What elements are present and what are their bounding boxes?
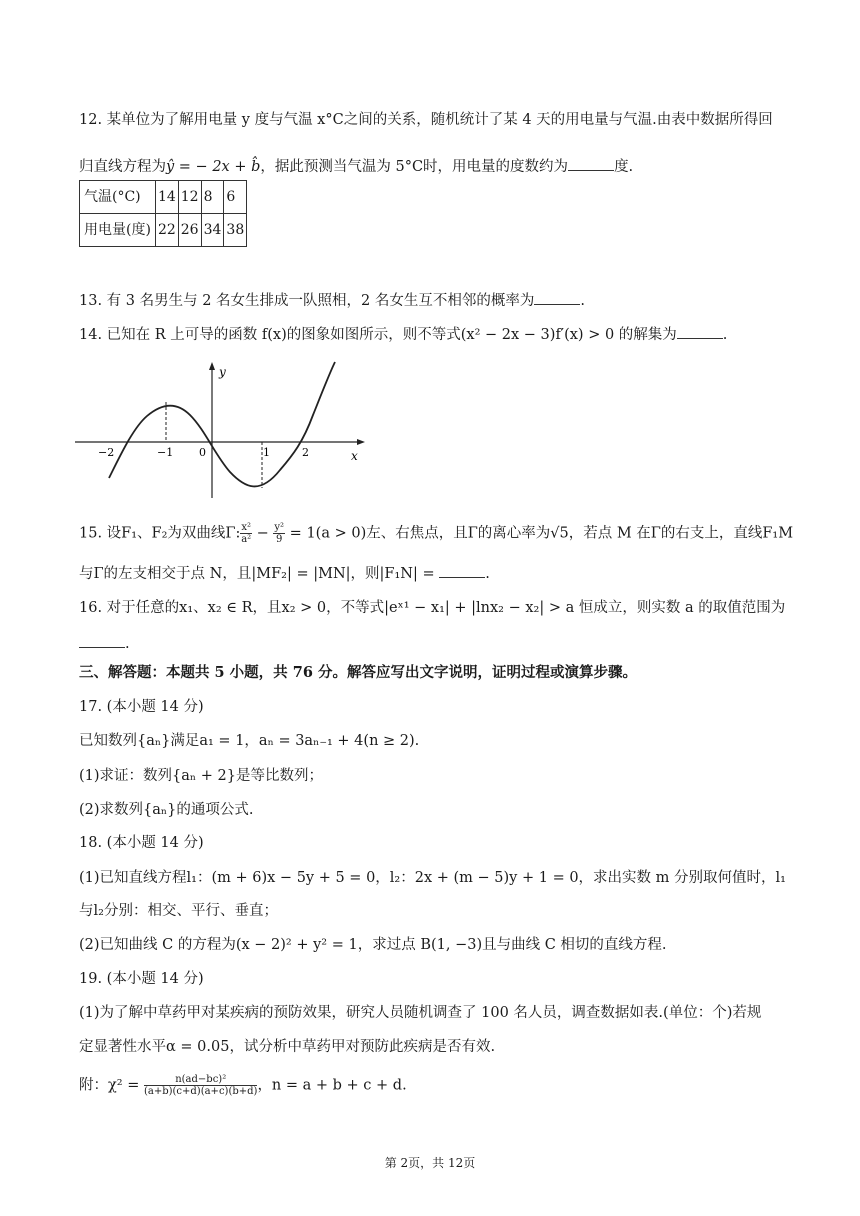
answer-blank bbox=[79, 633, 125, 648]
q15-line2-text: 与Γ的左支相交于点 N，且|MF₂| = |MN|，则|F₁N| = bbox=[79, 566, 440, 582]
table-row bbox=[80, 214, 247, 247]
table-row bbox=[80, 181, 247, 214]
q18-part1-line2: 与l₂分别：相交、平行、垂直； bbox=[79, 903, 278, 919]
q12-line2-post: ，据此预测当气温为 5°C时，用电量的度数约为 bbox=[260, 159, 569, 175]
tick-label: 2 bbox=[302, 446, 309, 459]
q12-line2-pre: 归直线方程为 bbox=[79, 159, 166, 175]
frac-num: x² bbox=[241, 522, 252, 533]
q15-post: = 1(a > 0)左、右焦点，且Γ的离心率为√5，若点 M 在Γ的右支上，直线F₁M bbox=[285, 525, 794, 542]
frac-num: y² bbox=[274, 522, 285, 533]
table-cell: 12 bbox=[178, 181, 201, 214]
table-cell: 38 bbox=[224, 214, 247, 247]
tick-label: 0 bbox=[199, 446, 206, 459]
fraction-x2-a2 bbox=[240, 522, 252, 545]
q19-head: 19. (本小题 14 分) bbox=[79, 971, 204, 987]
q12-line2-end: 度. bbox=[614, 159, 634, 175]
row-label: 气温(°C) bbox=[80, 181, 156, 214]
q15-line2: 与Γ的左支相交于点 N，且|MF₂| = |MN|，则|F₁N| = . bbox=[79, 563, 490, 584]
frac-den: (a+b)(c+d)(a+c)(b+d) bbox=[143, 1086, 258, 1097]
tick-label: 1 bbox=[263, 446, 270, 459]
regression-equation: ŷ = − 2x + b̂ bbox=[166, 159, 261, 175]
curve bbox=[109, 362, 335, 486]
q12-line1: 12. 某单位为了解用电量 y 度与气温 x°C之间的关系，随机统计了某 4 天的用电量与气温.由表中数据所得回 bbox=[79, 112, 773, 128]
fraction-y2-9 bbox=[273, 522, 285, 545]
answer-blank bbox=[439, 563, 485, 578]
answer-blank bbox=[534, 290, 580, 305]
q17-part2: (2)求数列{aₙ}的通项公式. bbox=[79, 802, 254, 818]
page-footer: 第 2页，共 12页 bbox=[384, 1156, 476, 1170]
table-cell: 8 bbox=[201, 181, 224, 214]
minus: − bbox=[252, 525, 274, 542]
q18-head: 18. (本小题 14 分) bbox=[79, 835, 204, 851]
tick-label: −2 bbox=[98, 446, 115, 459]
q17-part1: (1)求证：数列{aₙ + 2}是等比数列； bbox=[79, 768, 323, 784]
q18-part1-line1: (1)已知直线方程l₁：(m + 6)x − 5y + 5 = 0，l₂：2x + (m − 5)y + 1 = 0，求出实数 m 分别取何值时，l₁ bbox=[79, 870, 786, 886]
frac-num: n(ad−bc)² bbox=[144, 1074, 257, 1086]
q16-end: . bbox=[125, 636, 130, 652]
q17-line1: 已知数列{aₙ}满足a₁ = 1，aₙ = 3aₙ₋₁ + 4(n ≥ 2). bbox=[79, 733, 420, 749]
q12-line2 bbox=[79, 156, 633, 177]
appendix-post: ，n = a + b + c + d. bbox=[257, 1077, 407, 1094]
y-axis-arrow bbox=[209, 362, 215, 370]
q19-appendix bbox=[79, 1074, 407, 1097]
q14-line: 14. 已知在 R 上可导的函数 f(x)的图象如图所示，则不等式(x² − 2x − 3)f′(x) > 0 的解集为 . bbox=[79, 324, 727, 345]
q13-line: 13. 有 3 名男生与 2 名女生排成一队照相，2 名女生互不相邻的概率为 . bbox=[79, 290, 585, 311]
y-axis-label: y bbox=[219, 365, 226, 379]
row-label: 用电量(度) bbox=[80, 214, 156, 247]
q16-line2 bbox=[79, 633, 130, 654]
q15-pre: 15. 设F₁、F₂为双曲线Γ: bbox=[79, 525, 241, 542]
section-3-heading: 三、解答题：本题共 5 小题，共 76 分。解答应写出文字说明，证明过程或演算步骤。 bbox=[79, 664, 637, 681]
q14-text: 14. 已知在 R 上可导的函数 f(x)的图象如图所示，则不等式(x² − 2x − 3)f′(x) > 0 的解集为 bbox=[79, 327, 677, 343]
table-cell: 22 bbox=[155, 214, 178, 247]
table-cell: 14 bbox=[155, 181, 178, 214]
q15-line1 bbox=[79, 522, 793, 545]
q17-head: 17. (本小题 14 分) bbox=[79, 699, 204, 715]
answer-blank bbox=[677, 324, 723, 339]
function-graph bbox=[75, 360, 365, 500]
answer-blank bbox=[568, 156, 614, 171]
x-axis-arrow bbox=[357, 439, 365, 445]
chi-square-fraction bbox=[144, 1074, 257, 1097]
q13-text: 13. 有 3 名男生与 2 名女生排成一队照相，2 名女生互不相邻的概率为 bbox=[79, 293, 535, 309]
appendix-pre: 附：χ² = bbox=[79, 1077, 144, 1094]
frac-den: 9 bbox=[276, 534, 283, 545]
table-cell: 26 bbox=[178, 214, 201, 247]
table-cell: 6 bbox=[224, 181, 247, 214]
q19-part1-line1: (1)为了解中草药甲对某疾病的预防效果，研究人员随机调查了 100 名人员，调查数据如表.(单位：个)若规 bbox=[79, 1005, 762, 1021]
table-cell: 34 bbox=[201, 214, 224, 247]
temperature-usage-table bbox=[79, 180, 247, 247]
q19-part1-line2: 定显著性水平α = 0.05，试分析中草药甲对预防此疾病是否有效. bbox=[79, 1039, 496, 1055]
frac-den: a² bbox=[241, 534, 252, 545]
x-axis-label: x bbox=[351, 449, 358, 463]
q18-part2: (2)已知曲线 C 的方程为(x − 2)² + y² = 1，求过点 B(1, −3)且与曲线 C 相切的直线方程. bbox=[79, 937, 667, 953]
tick-label: −1 bbox=[157, 446, 174, 459]
q16-line1: 16. 对于任意的x₁、x₂ ∈ R，且x₂ > 0，不等式|eˣ¹ − x₁| + |lnx₂ − x₂| > a 恒成立，则实数 a 的取值范围为 bbox=[79, 600, 786, 616]
